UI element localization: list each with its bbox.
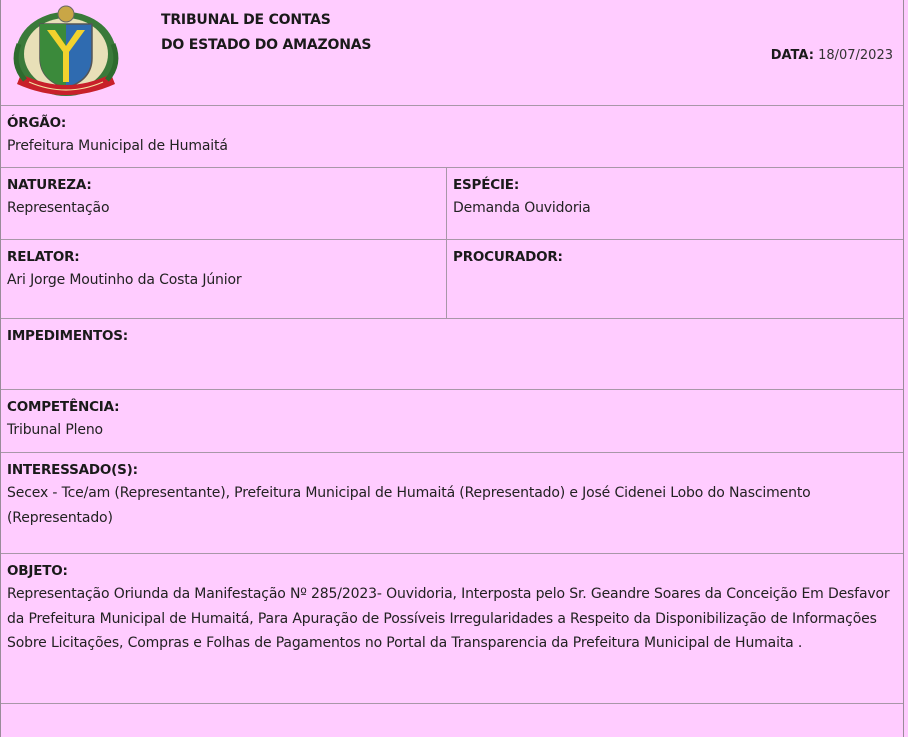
field-label: OBJETO: bbox=[7, 563, 68, 579]
field-value: Representação bbox=[7, 200, 110, 216]
row-objeto bbox=[1, 554, 903, 704]
field-label: ESPÉCIE: bbox=[453, 177, 520, 193]
date-label: DATA: bbox=[770, 48, 814, 63]
date-box bbox=[771, 48, 893, 63]
header bbox=[1, 0, 903, 106]
row-natureza-especie bbox=[1, 168, 903, 240]
row-interessados bbox=[1, 453, 903, 554]
field-value: Ari Jorge Moutinho da Costa Júnior bbox=[7, 272, 242, 288]
field-procurador bbox=[447, 240, 903, 318]
field-objeto bbox=[1, 554, 903, 703]
field-value: Tribunal Pleno bbox=[7, 422, 103, 438]
field-value: Prefeitura Municipal de Humaitá bbox=[7, 138, 228, 154]
field-relator bbox=[1, 240, 447, 318]
row-competencia bbox=[1, 390, 903, 453]
field-label: RELATOR: bbox=[7, 249, 80, 265]
field-impedimentos bbox=[1, 319, 903, 389]
field-natureza bbox=[1, 168, 447, 239]
org-name-line1: TRIBUNAL DE CONTAS bbox=[161, 12, 331, 28]
field-label: INTERESSADO(S): bbox=[7, 462, 138, 478]
row-impedimentos bbox=[1, 319, 903, 390]
field-orgao bbox=[1, 106, 903, 167]
field-value: Demanda Ouvidoria bbox=[453, 200, 591, 216]
row-relator-procurador bbox=[1, 240, 903, 319]
org-name bbox=[161, 8, 371, 58]
field-interessados bbox=[1, 453, 903, 553]
field-label: ÓRGÃO: bbox=[7, 115, 67, 131]
field-label: PROCURADOR: bbox=[453, 249, 563, 265]
field-label: NATUREZA: bbox=[7, 177, 92, 193]
field-especie bbox=[447, 168, 903, 239]
field-value: Representação Oriunda da Manifestação Nº 285/2023- Ouvidoria, Interposta pelo Sr. Geandre Soares da Conceição Em Desfavor da Prefeitura Municipal de Humaitá, Para Apuração de Possíveis Irregularidades a Respeito da Disponibilização de Informações Sobre Licitações, Compras e Folhas de Pagamentos no Portal da Transparencia da Prefeitura Municipal de Humaita . bbox=[7, 586, 890, 651]
field-label: IMPEDIMENTOS: bbox=[7, 328, 128, 344]
date-value: 18/07/2023 bbox=[818, 48, 893, 63]
org-name-line2: DO ESTADO DO AMAZONAS bbox=[161, 37, 372, 53]
field-label: COMPETÊNCIA: bbox=[7, 399, 120, 415]
field-value: Secex - Tce/am (Representante), Prefeitura Municipal de Humaitá (Representado) e José Cidenei Lobo do Nascimento (Representado) bbox=[7, 485, 811, 526]
field-competencia bbox=[1, 390, 903, 452]
coat-of-arms-icon bbox=[7, 0, 125, 104]
row-orgao bbox=[1, 106, 903, 168]
